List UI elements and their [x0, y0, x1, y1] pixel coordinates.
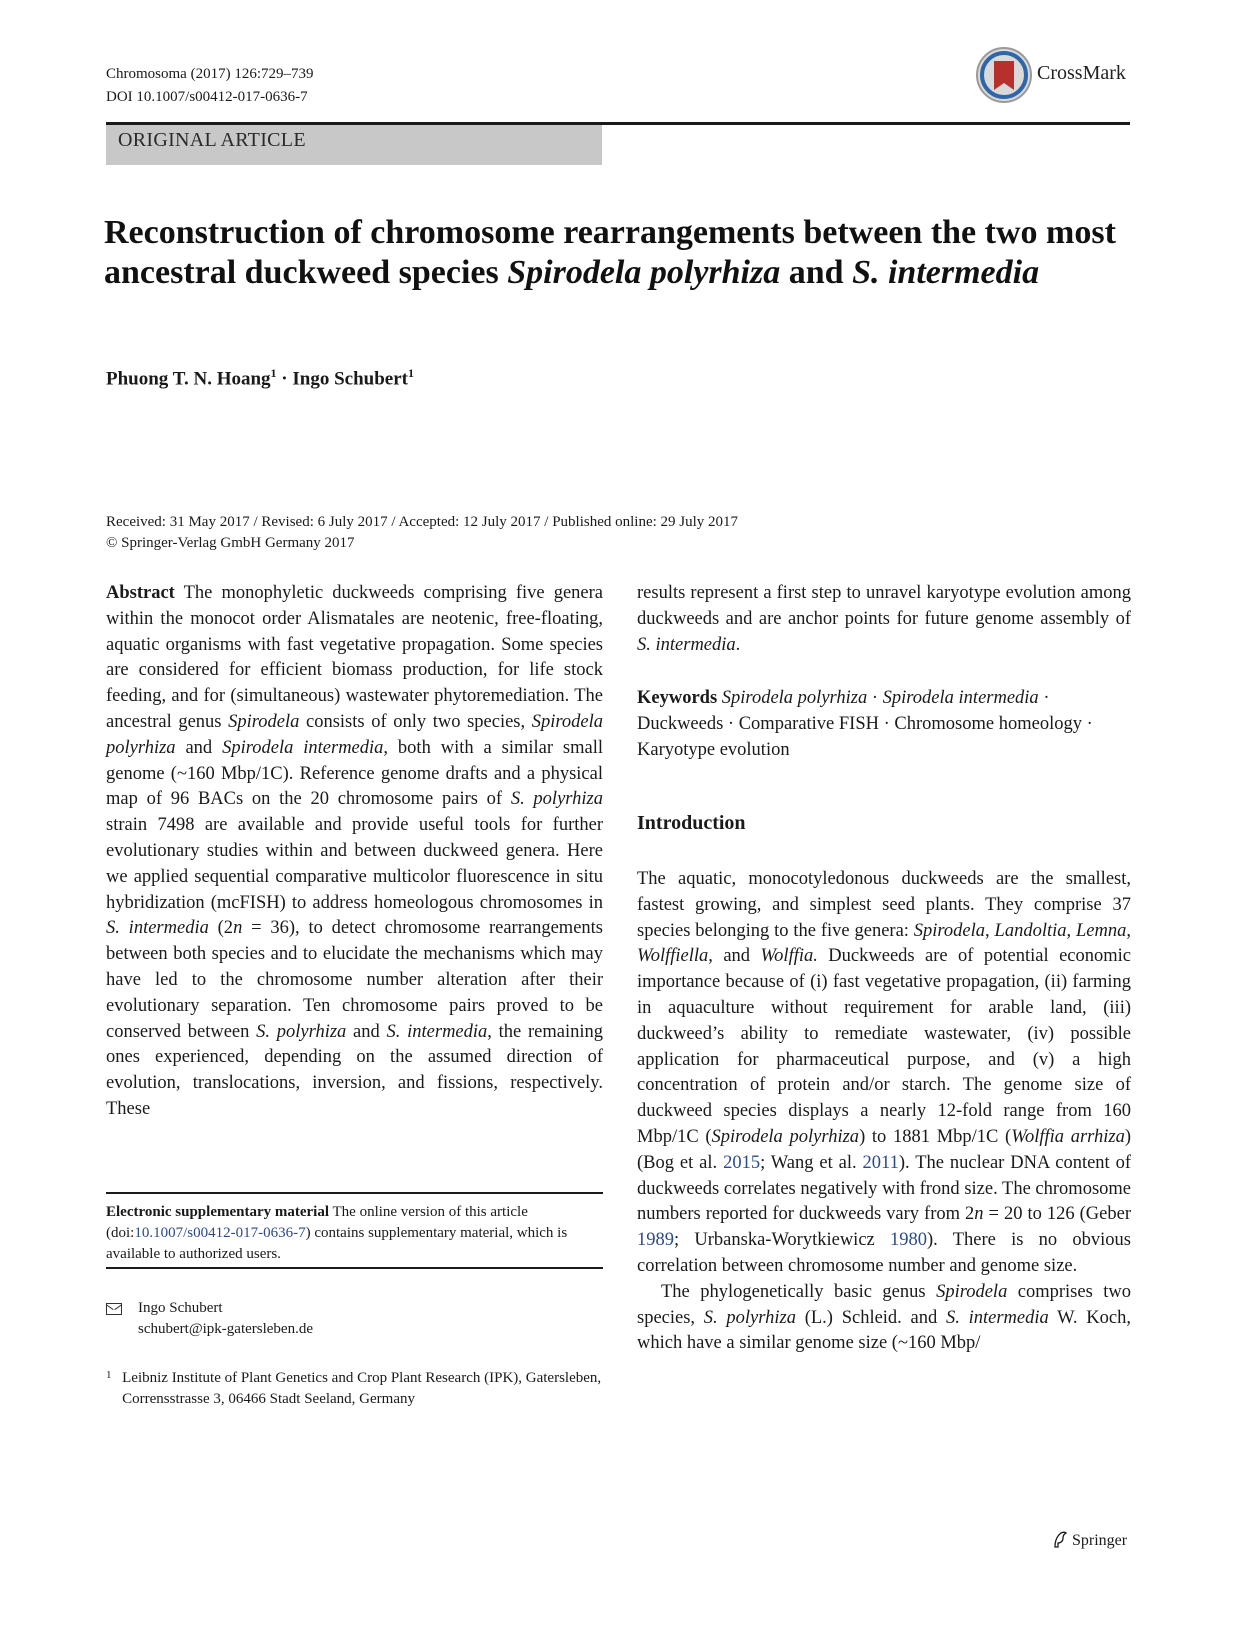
abstract-label: Abstract	[106, 583, 175, 603]
citation-link[interactable]: 1980	[890, 1230, 927, 1251]
affiliation-number: 1	[106, 1369, 112, 1381]
crossmark-badge[interactable]	[975, 46, 1135, 104]
corresponding-email[interactable]: schubert@ipk-gatersleben.de	[138, 1321, 313, 1337]
keywords-label: Keywords	[637, 688, 718, 708]
crossmark-label: CrossMark	[1037, 62, 1126, 84]
keyword: Spirodela intermedia	[882, 688, 1039, 708]
journal-header	[106, 63, 314, 109]
introduction-body	[637, 867, 1131, 1357]
history-dates: Received: 31 May 2017 / Revised: 6 July 2017 / Accepted: 12 July 2017 / Published online: 29 July 2017	[106, 514, 739, 530]
article-type: ORIGINAL ARTICLE	[118, 129, 306, 151]
keyword-list: Duckweeds · Comparative FISH · Chromosome homeology · Karyotype evolution	[637, 713, 1093, 760]
paragraph: The phylogenetically basic genus Spirodela comprises two species, S. polyrhiza (L.) Schleid. and S. intermedia W. Koch, which have a similar genome size (~160 Mbp/	[637, 1281, 1132, 1354]
journal-citation: Chromosoma (2017) 126:729–739	[106, 66, 314, 82]
esm-label: Electronic supplementary material	[106, 1204, 330, 1220]
abstract-continued: results represent a first step to unravel karyotype evolution among duckweeds and are anchor points for future genome assembly of S. intermedia.	[637, 583, 1131, 655]
author-name: Phuong T. N. Hoang	[106, 368, 271, 390]
citation-link[interactable]: 2011	[862, 1152, 899, 1173]
citation-link[interactable]: 1989	[637, 1230, 674, 1251]
affiliation-text: Leibniz Institute of Plant Genetics and Crop Plant Research (IPK), Gatersleben, Corrensstrasse 3, 06466 Stadt Seeland, Germany	[122, 1370, 602, 1407]
supplementary-material-note: Electronic supplementary material The online version of this article (doi:10.1007/s00412-017-0636-7) contains supplementary material, which is available to authorized users.	[106, 1204, 568, 1262]
esm-doi-link[interactable]: 10.1007/s00412-017-0636-7	[134, 1225, 306, 1241]
correspondence	[106, 1298, 603, 1340]
corresponding-author: Ingo Schubert	[138, 1300, 223, 1316]
esm-rule-top	[106, 1192, 603, 1194]
author-name: Ingo Schubert	[292, 368, 408, 390]
article-doi: DOI 10.1007/s00412-017-0636-7	[106, 89, 308, 105]
envelope-icon	[106, 1303, 122, 1315]
affiliation	[106, 1368, 603, 1410]
author-list: Phuong T. N. Hoang$^1$ · Ingo Schubert$^1$	[106, 366, 414, 390]
author-affiliation-mark: 1	[270, 366, 277, 380]
section-heading-introduction: Introduction	[637, 812, 746, 834]
esm-rule-bottom	[106, 1267, 603, 1269]
copyright-line: © Springer-Verlag GmbH Germany 2017	[106, 535, 355, 551]
publisher-logo	[1052, 1530, 1127, 1550]
article-title: Reconstruction of chromosome rearrangements between the two most ancestral duckweed species Spirodela polyrhiza and S. intermedia	[104, 214, 1116, 291]
author-affiliation-mark: 1	[408, 366, 414, 380]
publisher-name: Springer	[1072, 1532, 1128, 1549]
abstract: Abstract The monophyletic duckweeds comprising five genera within the monocot order Alismatales are neotenic, free-floating, aquatic organisms with fast vegetative propagation. Some species are considered for efficient biomass production, for life stock feeding, and for (simultaneous) wastewater phytoremediation. The ancestral genus Spirodela consists of only two species, Spirodela polyrhiza and Spirodela intermedia, both with a similar small genome (~160 Mbp/1C). Reference genome drafts and a physical map of 96 BACs on the 20 chromosome pairs of S. polyrhiza strain 7498 are available and provide useful tools for further evolutionary studies within and between duckweed genera. Here we applied sequential comparative multicolor fluorescence in situ hybridization (mcFISH) to address homeologous chromosomes in S. intermedia (2n = 36), to detect chromosome rearrangements between both species and to elucidate the mechanisms which may have led to the chromosome number alteration after their evolutionary separation. Ten chromosome pairs proved to be conserved between S. polyrhiza and S. intermedia, the remaining ones experienced, depending on the assumed direction of evolution, translocations, inversion, and fissions, respectively. These	[106, 583, 604, 1119]
crossmark-icon	[975, 46, 1033, 104]
springer-horse-icon	[1052, 1530, 1068, 1548]
paragraph: The aquatic, monocotyledonous duckweeds are the smallest, fastest growing, and simplest seed plants. They comprise 37 species belonging to the five genera: Spirodela, Landoltia, Lemna, Wolffiella, and Wolffia. Duckweeds are of potential economic importance because of (i) fast vegetative propagation, (ii) farming in aquaculture without requirement for arable land, (iii) duckweed’s ability to remediate wastewater, (iv) possible application for pharmaceutical purpose, and (v) a high concentration of protein and/or starch. The genome size of duckweed species displays a nearly 12-fold range from 160 Mbp/1C (Spirodela polyrhiza) to 1881 Mbp/1C (Wolffia arrhiza) (Bog et al. 2015; Wang et al. 2011). The nuclear DNA content of duckweeds correlates negatively with frond size. The chromosome numbers reported for duckweeds vary from 2n = 20 to 126 (Geber 1989; Urbanska-Worytkiewicz 1980). There is no obvious correlation between chromosome number and genome size.	[637, 869, 1132, 1276]
publication-dates	[106, 512, 738, 554]
keyword: Spirodela polyrhiza	[721, 688, 868, 708]
keywords: Keywords Spirodela polyrhiza · Spirodela intermedia · Duckweeds · Comparative FISH · Chromosome homeology · Karyotype evolution	[637, 688, 1093, 760]
citation-link[interactable]: 2015	[723, 1152, 761, 1173]
